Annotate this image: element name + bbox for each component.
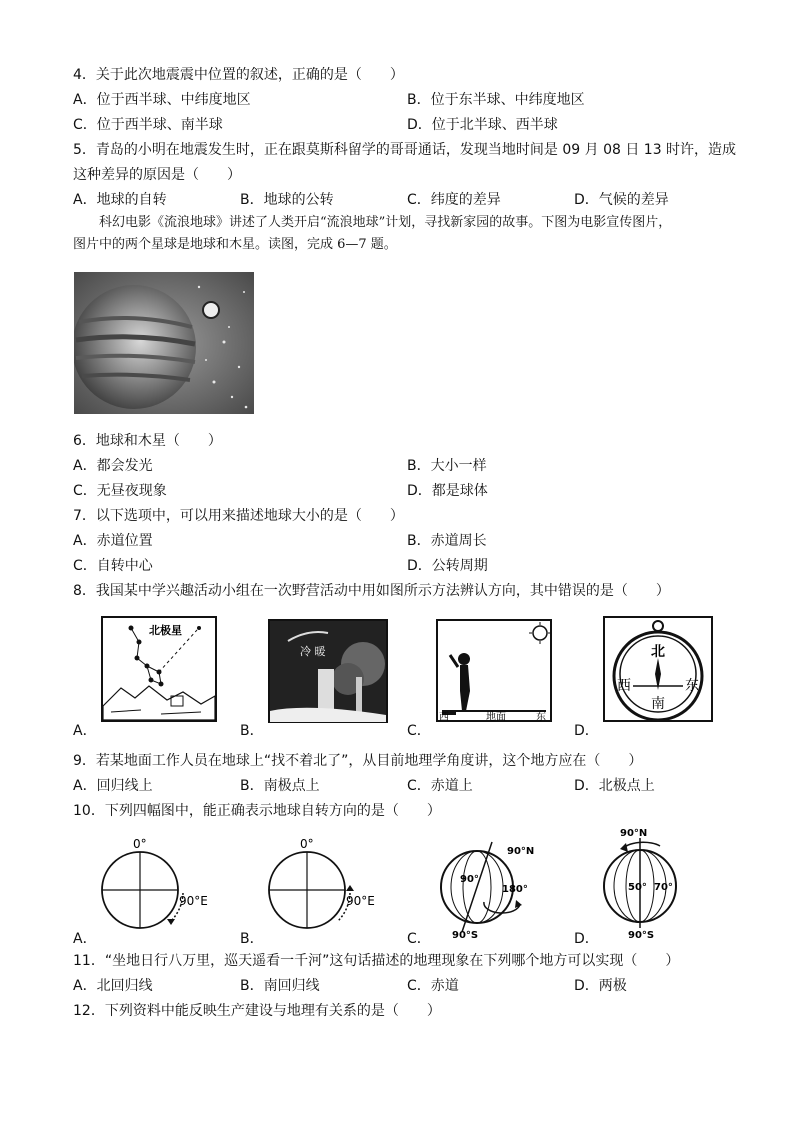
q9-stem: 9．若某地面工作人员在地球上“找不着北了”，从目前地理学角度讲，这个地方应在（ ） <box>73 753 643 769</box>
q5-option-c: C．纬度的差异 <box>407 192 501 208</box>
q8-d-south: 南 <box>651 696 665 712</box>
q10-c-left: 90° <box>460 874 479 885</box>
intro-line1: 科幻电影《流浪地球》讲述了人类开启“流浪地球”计划，寻找新家园的故事。下图为电影宣传图片， <box>99 215 672 230</box>
q10-label-a: A． <box>73 931 97 947</box>
q8-d-west: 西 <box>617 678 631 694</box>
q5-stem-line1: 5．青岛的小明在地震发生时，正在跟莫斯科留学的哥哥通话，发现当地时间是 09 月 08 日 13 时许，造成 <box>73 142 737 158</box>
q6-option-d: D．都是球体 <box>407 483 488 499</box>
q4-stem: 4．关于此次地震震中位置的叙述，正确的是（ ） <box>73 67 404 83</box>
q11-option-c: C．赤道 <box>407 978 459 994</box>
q11-stem: 11．“坐地日行八万里，巡天遥看一千河”这句话描述的地理现象在下列哪个地方可以实现（ ） <box>73 953 680 969</box>
q7-stem: 7．以下选项中，可以用来描述地球大小的是（ ） <box>73 508 404 524</box>
q6-option-b: B．大小一样 <box>407 458 487 474</box>
q9-option-a: A．回归线上 <box>73 778 153 794</box>
q7-option-b: B．赤道周长 <box>407 533 487 549</box>
q4-option-d: D．位于北半球、西半球 <box>407 117 558 133</box>
q9-option-b: B．南极点上 <box>240 778 320 794</box>
q11-option-a: A．北回归线 <box>73 978 153 994</box>
q8-figure-b-tree <box>268 619 388 723</box>
q10-b-top: 0° <box>300 837 314 851</box>
q8-c-east: 东 <box>536 712 546 722</box>
q8-d-north: 北 <box>651 644 665 660</box>
q8-a-north-star-label: 北极星 <box>149 624 182 637</box>
q7-option-a: A．赤道位置 <box>73 533 153 549</box>
q10-c-right: 180° <box>502 884 528 895</box>
q10-stem: 10．下列四幅图中，能正确表示地球自转方向的是（ ） <box>73 803 441 819</box>
q5-option-b: B．地球的公转 <box>240 192 334 208</box>
q10-d-s: 90°S <box>628 930 655 940</box>
q8-figure-d-compass <box>603 616 713 722</box>
movie-poster-image <box>74 272 254 414</box>
q8-figure-c-shadow <box>436 619 552 722</box>
q8-b-label: 冷 暖 <box>300 645 326 658</box>
q5-option-a: A．地球的自转 <box>73 192 167 208</box>
q8-stem: 8．我国某中学兴趣活动小组在一次野营活动中用如图所示方法辨认方向，其中错误的是（ ） <box>73 583 670 599</box>
q10-a-side: 90°E <box>179 894 208 908</box>
q10-figure-a <box>95 835 220 930</box>
q8-label-a: A． <box>73 723 97 739</box>
q10-label-b: B． <box>240 931 264 947</box>
q8-c-west: 西 <box>439 712 449 722</box>
q4-option-c: C．位于西半球、南半球 <box>73 117 223 133</box>
q10-c-s: 90°S <box>452 930 479 940</box>
q4-option-b: B．位于东半球、中纬度地区 <box>407 92 585 108</box>
q10-d-left: 50° <box>628 882 647 893</box>
q8-figure-a-north-star <box>101 616 217 722</box>
q10-figure-b <box>262 835 387 930</box>
intro-line2: 图片中的两个星球是地球和木星。读图，完成 6—7 题。 <box>73 237 397 252</box>
q11-option-b: B．南回归线 <box>240 978 320 994</box>
q10-a-top: 0° <box>133 837 147 851</box>
q8-c-ground: 地面 <box>486 712 506 722</box>
q5-option-d: D．气候的差异 <box>574 192 669 208</box>
q7-option-c: C．自转中心 <box>73 558 153 574</box>
q10-d-n: 90°N <box>620 828 648 839</box>
q7-option-d: D．公转周期 <box>407 558 488 574</box>
q8-label-d: D． <box>574 723 599 739</box>
q10-label-c: C． <box>407 931 431 947</box>
q8-label-c: C． <box>407 723 431 739</box>
q10-c-n: 90°N <box>507 846 535 857</box>
reading-intro <box>73 212 733 256</box>
q6-option-a: A．都会发光 <box>73 458 153 474</box>
q6-stem: 6．地球和木星（ ） <box>73 433 222 449</box>
q9-option-c: C．赤道上 <box>407 778 473 794</box>
q8-d-east: 东 <box>685 678 699 694</box>
q10-figure-c <box>432 832 552 940</box>
q6-option-c: C．无昼夜现象 <box>73 483 167 499</box>
q10-d-right: 70° <box>654 882 673 893</box>
q10-figure-d <box>598 824 698 940</box>
q11-option-d: D．两极 <box>574 978 627 994</box>
q9-option-d: D．北极点上 <box>574 778 655 794</box>
q4-option-a: A．位于西半球、中纬度地区 <box>73 92 251 108</box>
q5-stem-line2: 这种差异的原因是（ ） <box>73 167 241 183</box>
q10-b-side: 90°E <box>346 894 375 908</box>
q12-stem: 12．下列资料中能反映生产建设与地理有关系的是（ ） <box>73 1003 441 1019</box>
q8-label-b: B． <box>240 723 264 739</box>
q10-label-d: D． <box>574 931 599 947</box>
